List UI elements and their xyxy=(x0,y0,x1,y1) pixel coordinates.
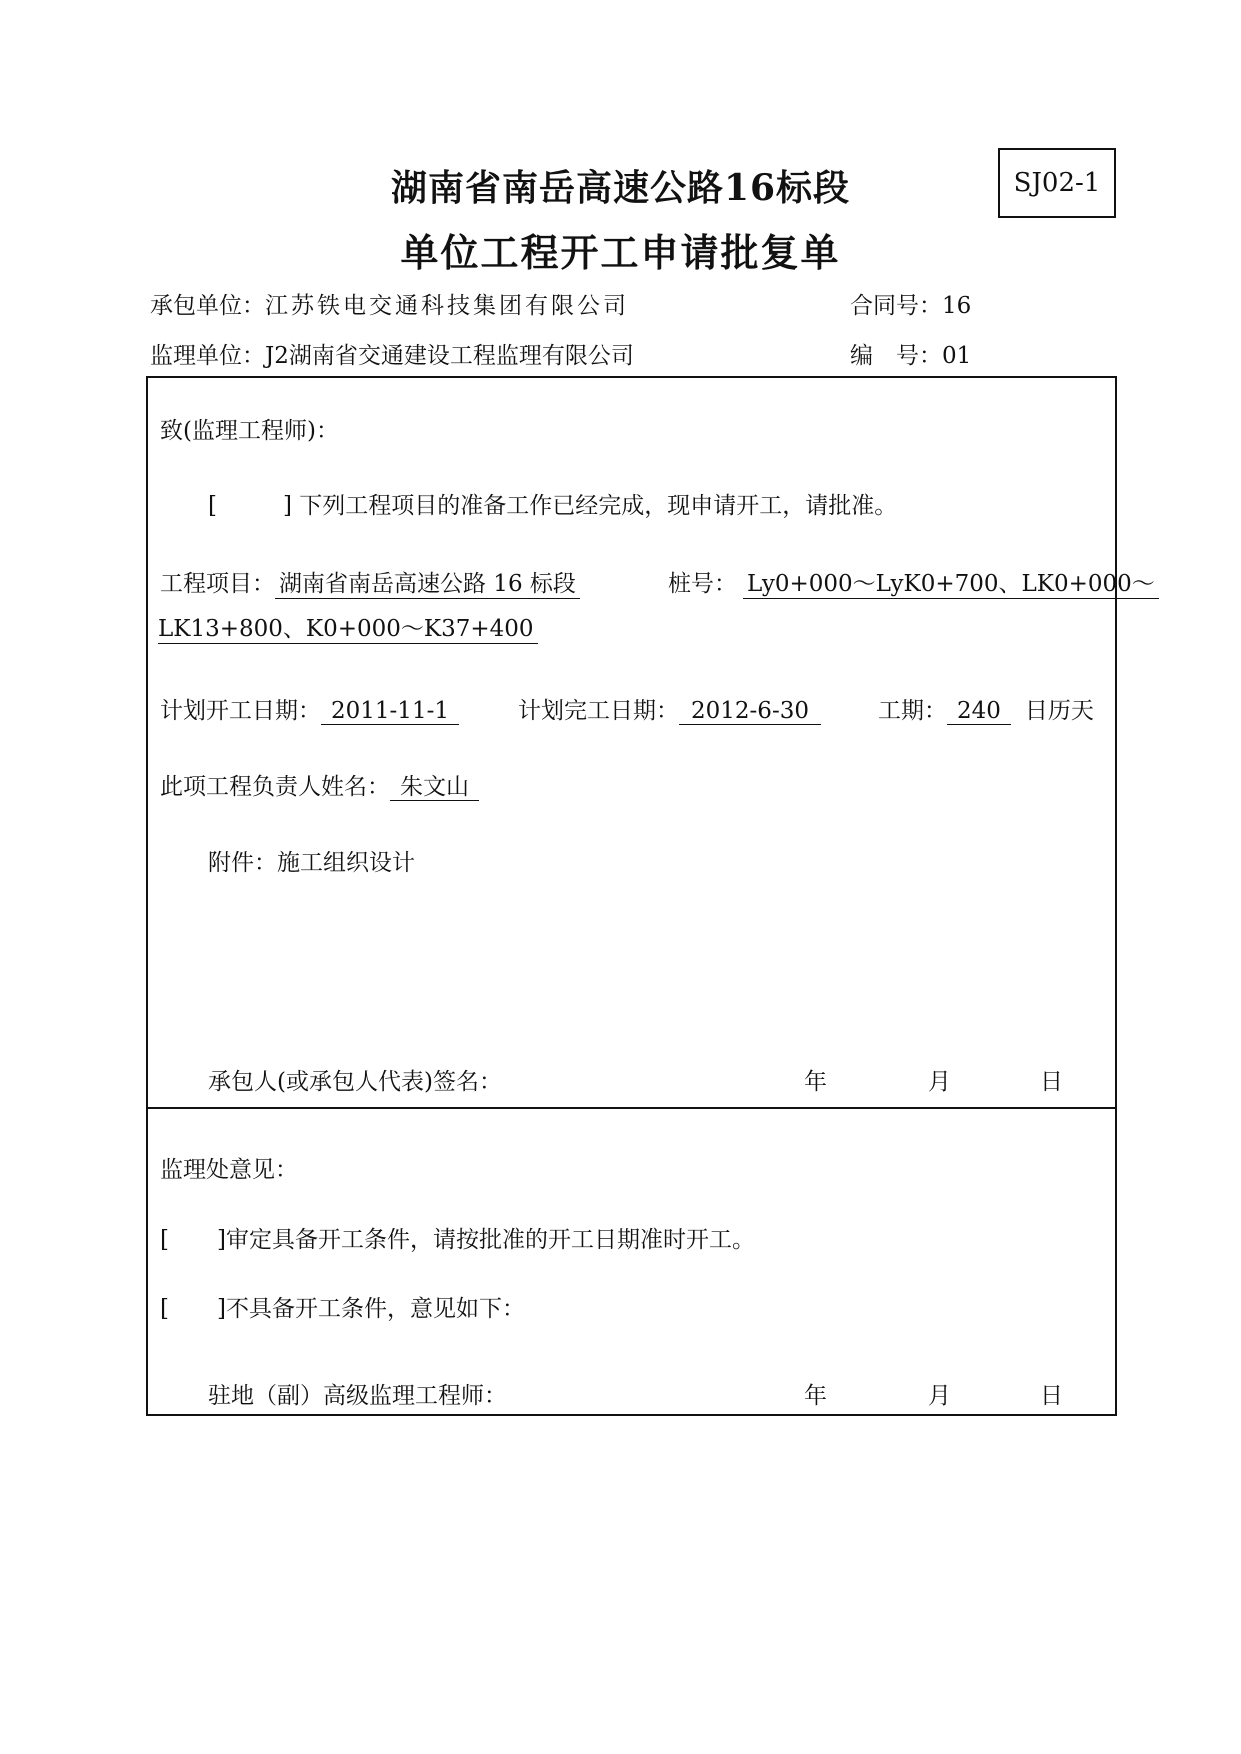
contractor-label: 承包单位： xyxy=(150,293,265,319)
start-value: 2011-11-1 xyxy=(321,699,459,725)
supervisor-label: 监理单位： xyxy=(150,343,265,369)
station-line-2 xyxy=(158,616,538,644)
serial-value: 01 xyxy=(942,343,972,369)
serial-label: 编 号： xyxy=(850,343,942,369)
duration-line xyxy=(878,692,1094,725)
contractor-sign-month: 月 xyxy=(928,1069,951,1095)
end-date-line xyxy=(518,692,821,725)
supervisor-line xyxy=(150,337,634,370)
document-title-line1: 湖南省南岳高速公路16标段 xyxy=(390,167,851,209)
station-value-2: LK13+800、K0+000～K37+400 xyxy=(158,617,538,644)
contract-no-value: 16 xyxy=(942,293,972,319)
duration-label: 工期： xyxy=(878,698,947,724)
reject-checkbox-open: [ xyxy=(160,1296,169,1322)
form-code: SJ02-1 xyxy=(1013,168,1101,198)
station-value-1: Ly0+000～LyK0+700、LK0+000～ xyxy=(743,572,1159,599)
application-statement-line xyxy=(208,487,897,520)
application-statement: 下列工程项目的准备工作已经完成，现申请开工，请批准。 xyxy=(299,493,898,519)
duration-value: 240 xyxy=(947,699,1011,725)
supervisor-sign-year: 年 xyxy=(804,1383,827,1409)
review-opinion-label: 监理处意见： xyxy=(160,1157,298,1183)
contractor-signature-label: 承包人(或承包人代表)签名： xyxy=(208,1069,502,1095)
checkbox-close: ] xyxy=(282,493,292,519)
supervisor-sign-day: 日 xyxy=(1040,1383,1063,1409)
responsible-line xyxy=(160,768,479,801)
station-line xyxy=(668,565,1159,599)
start-label: 计划开工日期： xyxy=(160,698,321,724)
end-value: 2012-6-30 xyxy=(679,699,821,725)
contractor-sign-day: 日 xyxy=(1040,1069,1063,1095)
project-label: 工程项目： xyxy=(160,571,275,597)
addressee: 致(监理工程师)： xyxy=(160,418,339,444)
serial-line xyxy=(850,337,971,370)
section-divider xyxy=(146,1107,1117,1109)
supervisor-value: J2湖南省交通建设工程监理有限公司 xyxy=(265,343,634,369)
attachment: 附件：施工组织设计 xyxy=(208,850,415,876)
contract-no-label: 合同号： xyxy=(850,293,942,319)
review-option-approve xyxy=(160,1221,755,1254)
document-title-line2: 单位工程开工申请批复单 xyxy=(400,230,841,275)
contractor-line xyxy=(150,287,629,320)
supervisor-signature-label: 驻地（副）高级监理工程师： xyxy=(208,1383,507,1409)
responsible-value: 朱文山 xyxy=(390,775,479,801)
contractor-value: 江苏铁电交通科技集团有限公司 xyxy=(265,293,629,319)
station-label: 桩号： xyxy=(668,571,737,597)
end-label: 计划完工日期： xyxy=(518,698,679,724)
form-frame xyxy=(146,376,1117,1416)
project-line xyxy=(160,565,580,599)
contractor-sign-year: 年 xyxy=(804,1069,827,1095)
duration-unit: 日历天 xyxy=(1024,698,1094,724)
checkbox-open: [ xyxy=(208,493,217,519)
approve-option-text: ]审定具备开工条件，请按批准的开工日期准时开工。 xyxy=(216,1227,755,1253)
reject-option-text: ]不具备开工条件，意见如下： xyxy=(216,1296,525,1322)
review-option-reject xyxy=(160,1290,525,1323)
approve-checkbox-open: [ xyxy=(160,1227,169,1253)
contract-no-line xyxy=(850,287,971,320)
project-value: 湖南省南岳高速公路 16 标段 xyxy=(275,572,580,599)
form-code-box xyxy=(998,148,1116,218)
responsible-label: 此项工程负责人姓名： xyxy=(160,774,390,800)
start-date-line xyxy=(160,692,459,725)
supervisor-sign-month: 月 xyxy=(928,1383,951,1409)
